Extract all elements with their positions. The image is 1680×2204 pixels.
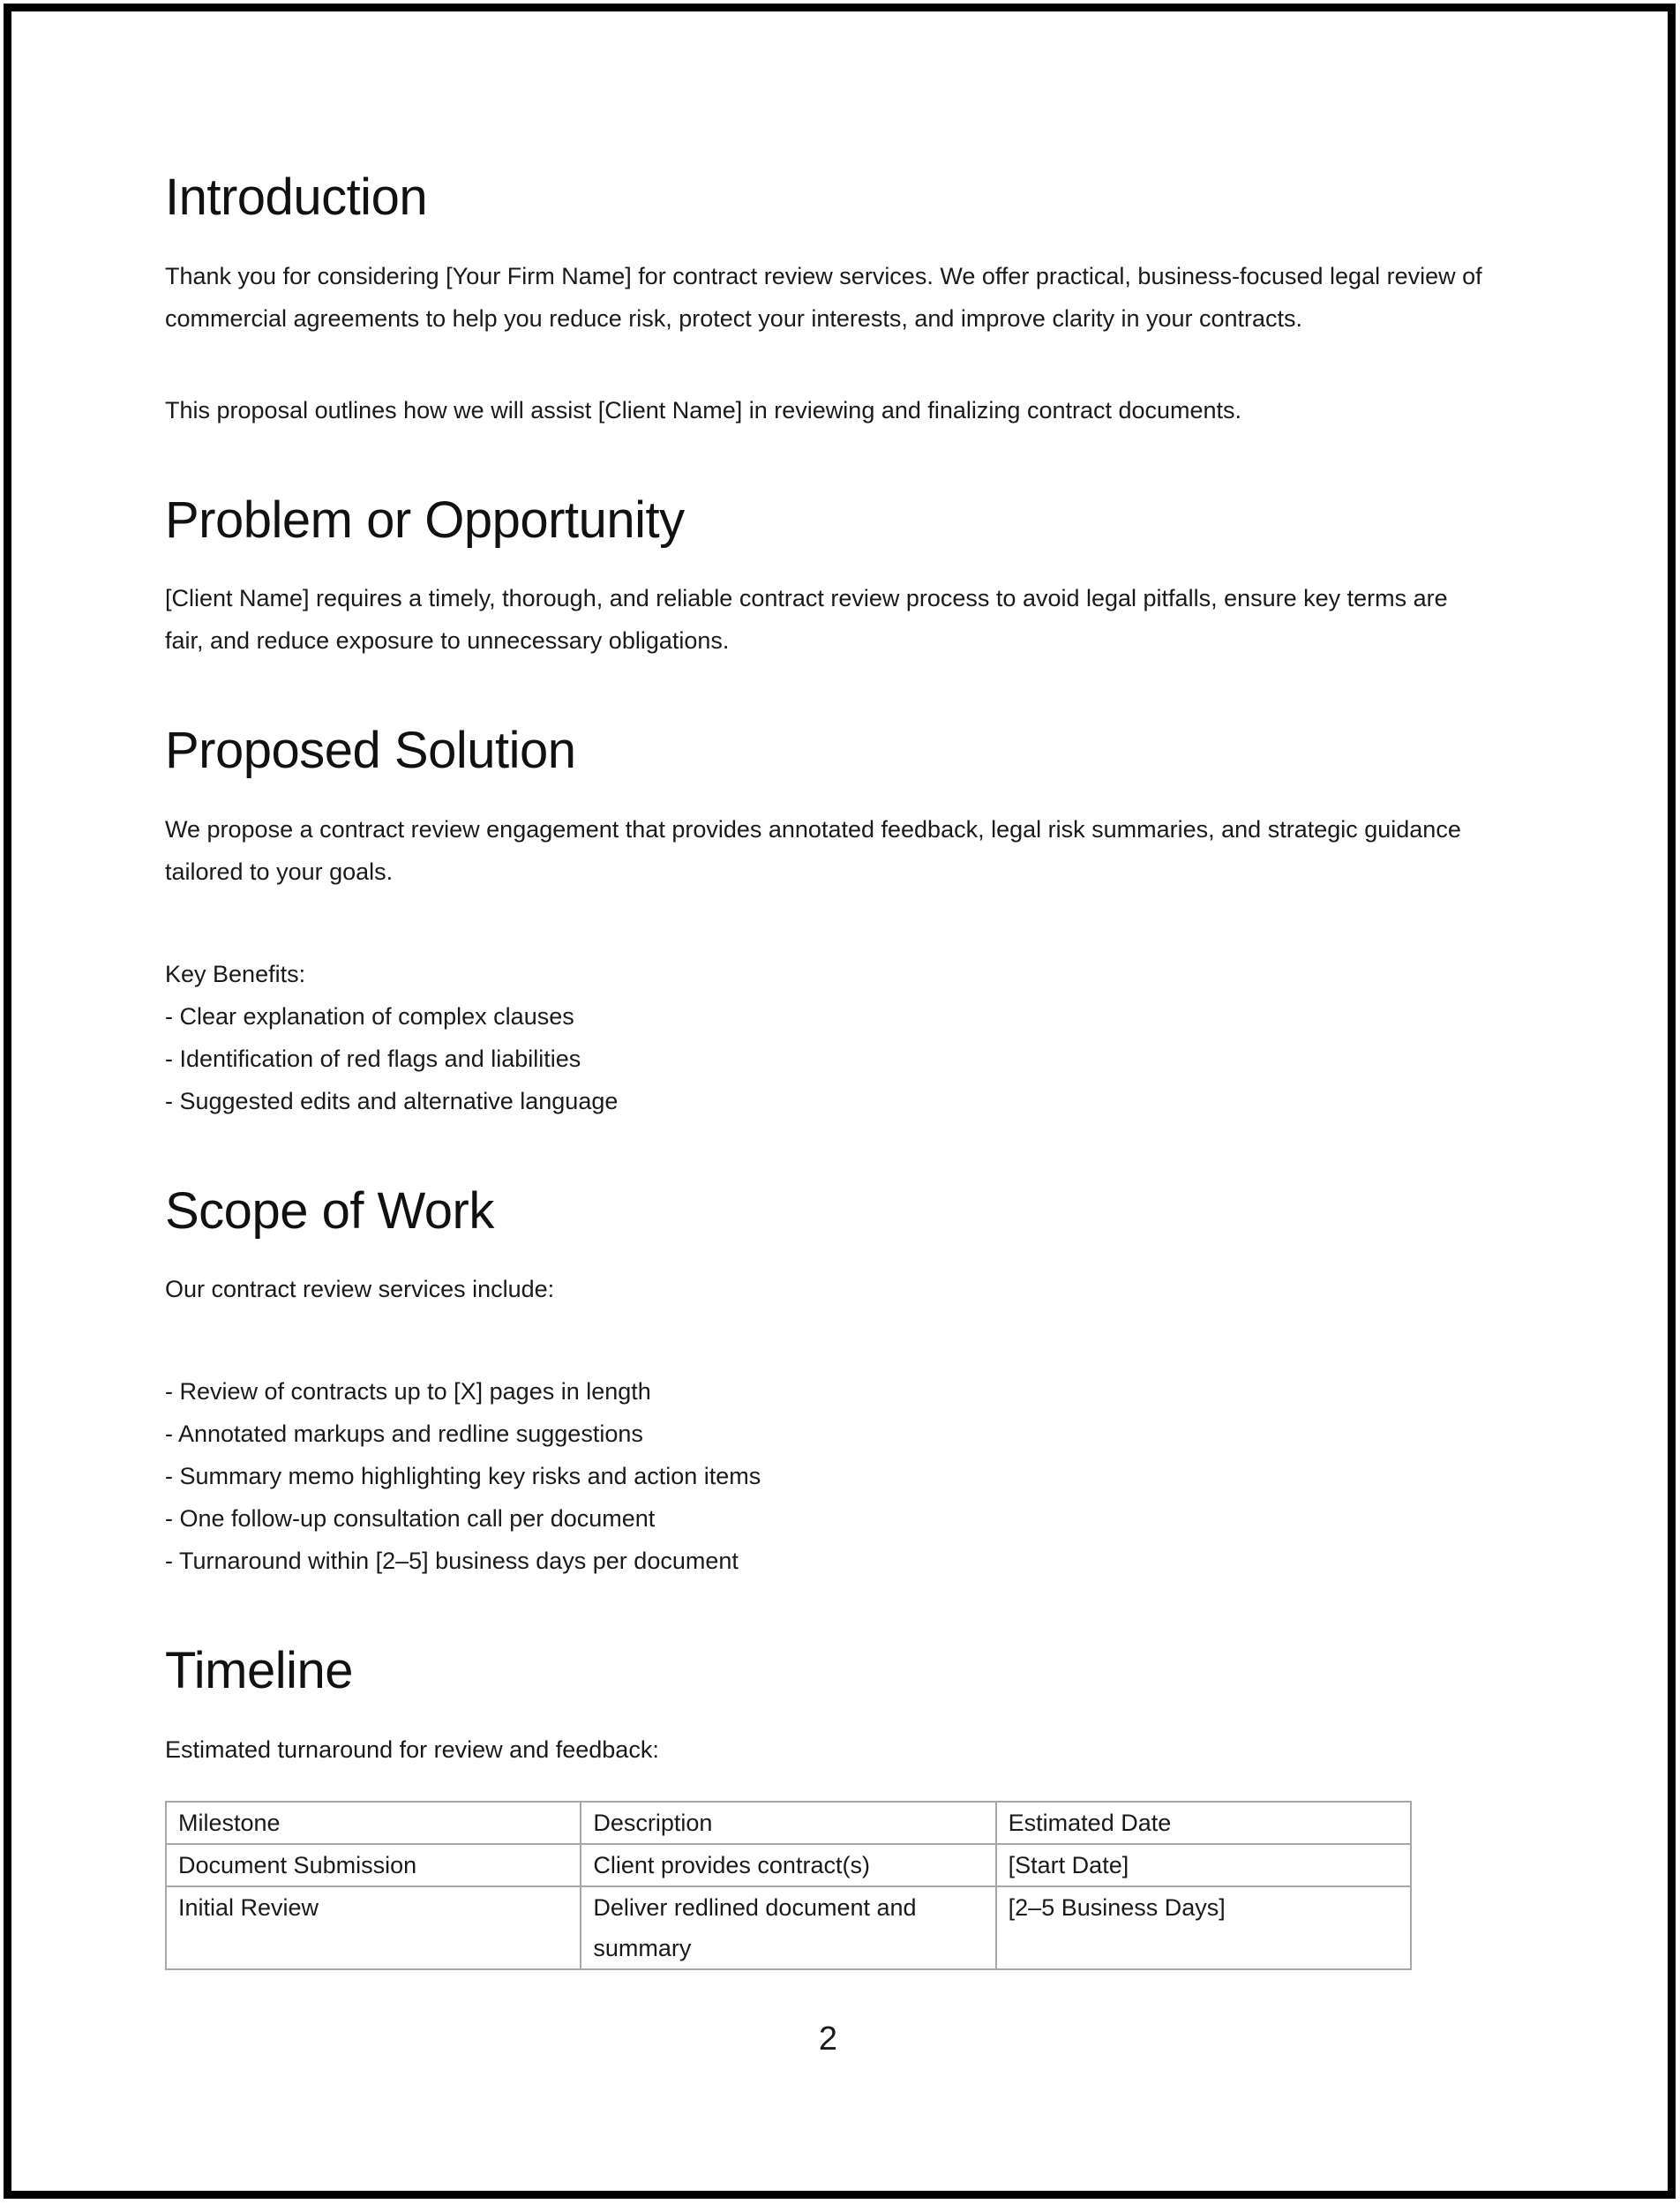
table-cell-date-2: [2–5 Business Days] [996, 1886, 1411, 1969]
page-number: 2 [818, 2020, 838, 2058]
section-heading-proposed-solution: Proposed Solution [165, 722, 576, 780]
timeline-table [165, 1801, 1412, 1970]
timeline-table-head [166, 1802, 1411, 1844]
scope-item-2: - Annotated markups and redline suggestions [165, 1421, 643, 1448]
timeline-table-row-initial-review [166, 1886, 1411, 1969]
key-benefit-item-2: - Identification of red flags and liabilities [165, 1045, 581, 1072]
timeline-table-header-milestone: Milestone [166, 1802, 581, 1844]
introduction-paragraph-2: This proposal outlines how we will assist [Client Name] in reviewing and finalizing contract documents. [165, 396, 1242, 424]
timeline-table-body [166, 1844, 1411, 1969]
key-benefit-item-1: - Clear explanation of complex clauses [165, 1002, 574, 1030]
table-cell-description-1: Client provides contract(s) [581, 1844, 995, 1886]
table-cell-date-1: [Start Date] [996, 1844, 1411, 1886]
solution-paragraph: We propose a contract review engagement that provides annotated feedback, legal risk summaries, and strategic guidance tailored to your goals. [165, 815, 1461, 885]
section-heading-introduction: Introduction [165, 169, 428, 226]
scope-item-5: - Turnaround within [2–5] business days per document [165, 1548, 739, 1575]
table-cell-milestone-2: Initial Review [166, 1886, 581, 1969]
document-page [4, 4, 1676, 2199]
scope-item-3: - Summary memo highlighting key risks and action items [165, 1463, 761, 1490]
timeline-table-row-document-submission [166, 1844, 1411, 1886]
timeline-table-header-row [166, 1802, 1411, 1844]
scope-intro-paragraph: Our contract review services include: [165, 1276, 555, 1303]
scope-items-list [165, 1370, 1491, 1582]
introduction-paragraph-1: Thank you for considering [Your Firm Name] for contract review services. We offer practical, business-focused legal review of commercial agreements to help you reduce risk, protect your interests, and improve clarity in your contracts. [165, 262, 1482, 332]
timeline-table-header-estimated-date: Estimated Date [996, 1802, 1411, 1844]
document-content [11, 11, 1668, 2060]
scope-item-1: - Review of contracts up to [X] pages in length [165, 1378, 651, 1406]
key-benefit-item-3: - Suggested edits and alternative language [165, 1087, 619, 1114]
table-cell-milestone-1: Document Submission [166, 1844, 581, 1886]
key-benefits-list [165, 953, 1491, 1122]
section-heading-timeline: Timeline [165, 1642, 354, 1700]
problem-paragraph: [Client Name] requires a timely, thorough, and reliable contract review process to avoid legal pitfalls, ensure key terms are fair, and reduce exposure to unnecessary obligations. [165, 585, 1448, 655]
timeline-table-header-description: Description [581, 1802, 995, 1844]
section-heading-scope-of-work: Scope of Work [165, 1181, 494, 1240]
table-cell-description-2: Deliver redlined document and summary [581, 1886, 995, 1969]
scope-item-4: - One follow-up consultation call per document [165, 1505, 656, 1533]
section-heading-problem-or-opportunity: Problem or Opportunity [165, 491, 685, 549]
timeline-intro-paragraph: Estimated turnaround for review and feedback: [165, 1735, 659, 1763]
key-benefits-label: Key Benefits: [165, 960, 306, 987]
